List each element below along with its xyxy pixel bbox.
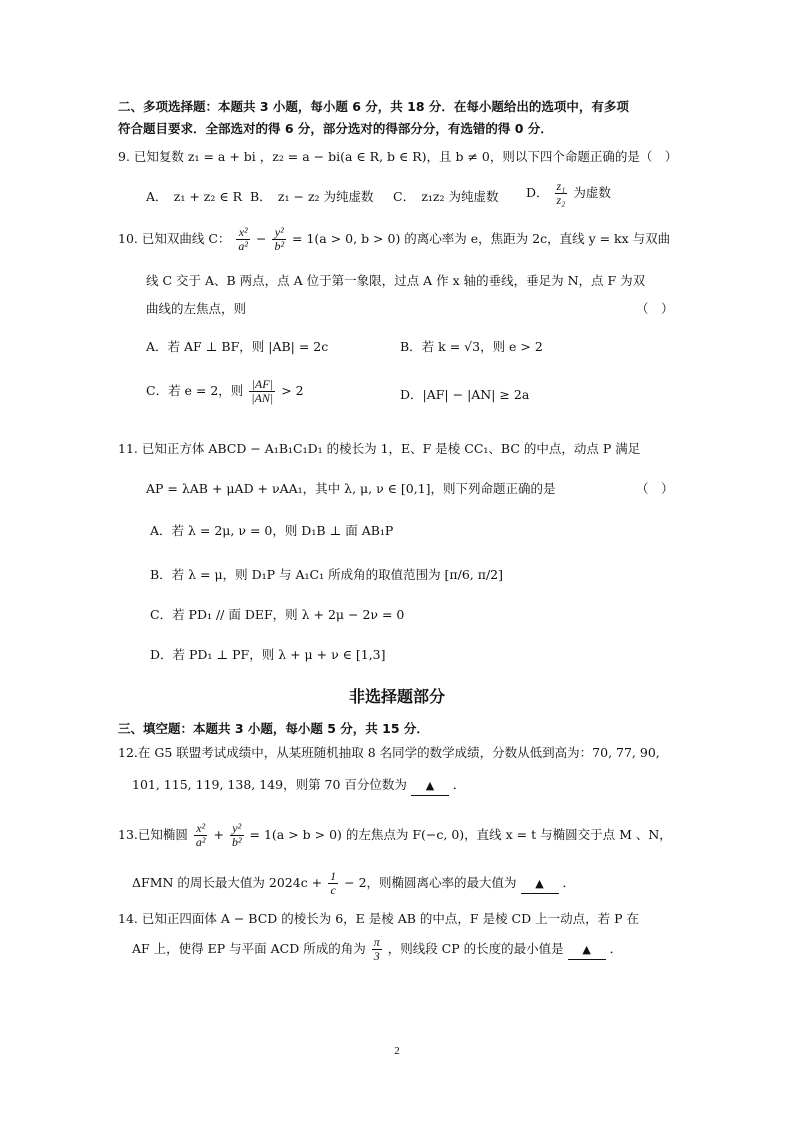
question-9-option-c: C． z₁z₂ 为纯虚数: [393, 189, 499, 204]
q12-text: 101, 115, 119, 138, 149，则第 70 百分位数为: [132, 777, 407, 792]
fraction-denominator: b²: [274, 239, 285, 253]
fraction-y2-over-b2: [272, 226, 286, 253]
question-10-option-d: D．|AF| − |AN| ≥ 2a: [400, 387, 530, 402]
q10-suffix: = 1(a > 0, b > 0) 的离心率为 e，焦距为 2c，直线 y = kx 与双曲: [292, 231, 671, 246]
question-10-option-a: A．若 AF ⊥ BF，则 |AB| = 2c: [146, 339, 329, 354]
answer-blank: ▲: [568, 941, 606, 960]
fraction-pi-over-3: [372, 936, 382, 963]
section2-heading-line1: 二、多项选择题：本题共 3 小题，每小题 6 分，共 18 分．在每小题给出的选项中，有多项: [118, 99, 629, 114]
option-c-suffix: > 2: [281, 383, 304, 398]
fraction-denominator: b²: [231, 835, 242, 849]
q13-mid: − 2，则椭圆离心率的最大值为: [344, 875, 517, 890]
question-9-option-d: [526, 180, 611, 207]
part-title: 非选择题部分: [348, 687, 445, 706]
fraction-z1-over-z2: [555, 180, 568, 207]
fraction-numerator: 1: [330, 869, 337, 883]
fraction-y2-over-b2: [230, 822, 244, 849]
question-12-line2: [132, 776, 465, 796]
fraction-x2-over-a2: [194, 822, 208, 849]
question-14-line2: [132, 936, 622, 963]
section2-heading-line2: 符合题目要求．全部选对的得 6 分，部分选对的得部分分，有选错的得 0 分．: [118, 121, 553, 136]
q10-prefix: 10. 已知双曲线 C：: [118, 231, 231, 246]
fraction-denominator: c: [330, 883, 336, 897]
fraction-x2-over-a2: [236, 226, 250, 253]
question-13-line2: [132, 870, 575, 897]
question-10-option-c: [146, 378, 304, 405]
question-12-line1: 12.在 G5 联盟考试成绩中，从某班随机抽取 8 名同学的数学成绩，分数从低到高为：70, 77, 90,: [118, 745, 660, 760]
q14-period: ．: [609, 941, 623, 956]
fraction-denominator: a²: [195, 835, 206, 849]
answer-blank: ▲: [411, 777, 449, 796]
page-number: 2: [394, 1045, 400, 1057]
fraction-numerator: y²: [230, 822, 244, 836]
question-11-option-b: B．若 λ = μ，则 D₁P 与 A₁C₁ 所成角的取值范围为 [π/6, π/2]: [150, 567, 504, 582]
question-9-option-b: B． z₁ − z₂ 为纯虚数: [250, 189, 374, 204]
q14-mid: ，则线段 CP 的长度的最小值是: [387, 941, 564, 956]
option-d-text: 为虚数: [573, 185, 611, 200]
question-11-line1: 11. 已知正方体 ABCD − A₁B₁C₁D₁ 的棱长为 1，E、F 是棱 CC₁、BC 的中点，动点 P 满足: [118, 441, 641, 456]
question-10-option-b: B．若 k = √3，则 e > 2: [400, 339, 543, 354]
minus-sign: −: [255, 231, 267, 246]
fraction-af-over-an: [249, 378, 275, 405]
fraction-numerator: |AF|: [249, 378, 275, 392]
plus-sign: +: [213, 827, 224, 842]
fraction-numerator: y²: [272, 226, 286, 240]
q13-text: ΔFMN 的周长最大值为 2024c +: [132, 875, 323, 890]
question-10-line1: [118, 226, 670, 253]
fraction-numerator: z₁: [556, 179, 566, 193]
section3-heading: 三、填空题：本题共 3 小题，每小题 5 分，共 15 分．: [118, 721, 429, 736]
question-11-option-d: D．若 PD₁ ⊥ PF，则 λ + μ + ν ∈ [1,3]: [150, 647, 386, 662]
fraction-denominator: |AN|: [251, 391, 274, 405]
fraction-denominator: z₂: [556, 193, 566, 207]
option-d-label: D．: [526, 185, 549, 200]
question-10-line3: 曲线的左焦点，则: [146, 301, 247, 316]
fraction-numerator: x²: [194, 822, 208, 836]
q13-suffix: = 1(a > b > 0) 的左焦点为 F(−c, 0)，直线 x = t 与椭圆交于点 M 、N，: [249, 827, 672, 842]
q13-prefix: 13.已知椭圆: [118, 827, 188, 842]
option-c-prefix: C．若 e = 2，则: [146, 383, 244, 398]
fraction-1-over-c: [328, 870, 338, 897]
question-11-answer-paren: （ ）: [636, 481, 674, 496]
question-10-line2: 线 C 交于 A、B 两点，点 A 位于第一象限，过点 A 作 x 轴的垂线，垂足为 N，点 F 为双: [146, 273, 646, 288]
q12-period: ．: [452, 777, 466, 792]
q13-period: ．: [562, 875, 576, 890]
question-9-stem: 9. 已知复数 z₁ = a + bi ，z₂ = a − bi(a ∈ R, b ∈ R)，且 b ≠ 0，则以下四个命题正确的是（ ）: [118, 149, 678, 164]
question-11-option-a: A．若 λ = 2μ, ν = 0，则 D₁B ⊥ 面 AB₁P: [150, 523, 394, 538]
question-13-line1: [118, 822, 672, 849]
fraction-denominator: 3: [373, 949, 380, 963]
fraction-denominator: a²: [238, 239, 248, 253]
q14-text: AF 上，使得 EP 与平面 ACD 所成的角为: [132, 941, 366, 956]
fraction-numerator: π: [373, 935, 380, 949]
question-10-answer-paren: （ ）: [636, 301, 674, 316]
question-14-line1: 14. 已知正四面体 A − BCD 的棱长为 6，E 是棱 AB 的中点，F 是棱 CD 上一动点，若 P 在: [118, 911, 639, 926]
question-9-option-a: A． z₁ + z₂ ∈ R: [146, 189, 243, 204]
answer-blank: ▲: [521, 875, 559, 894]
fraction-numerator: x²: [236, 226, 250, 240]
question-11-option-c: C．若 PD₁ // 面 DEF，则 λ + 2μ − 2ν = 0: [150, 607, 405, 622]
question-11-line2: AP = λAB + μAD + νAA₁，其中 λ, μ, ν ∈ [0,1]，则下列命题正确的是: [146, 481, 556, 496]
